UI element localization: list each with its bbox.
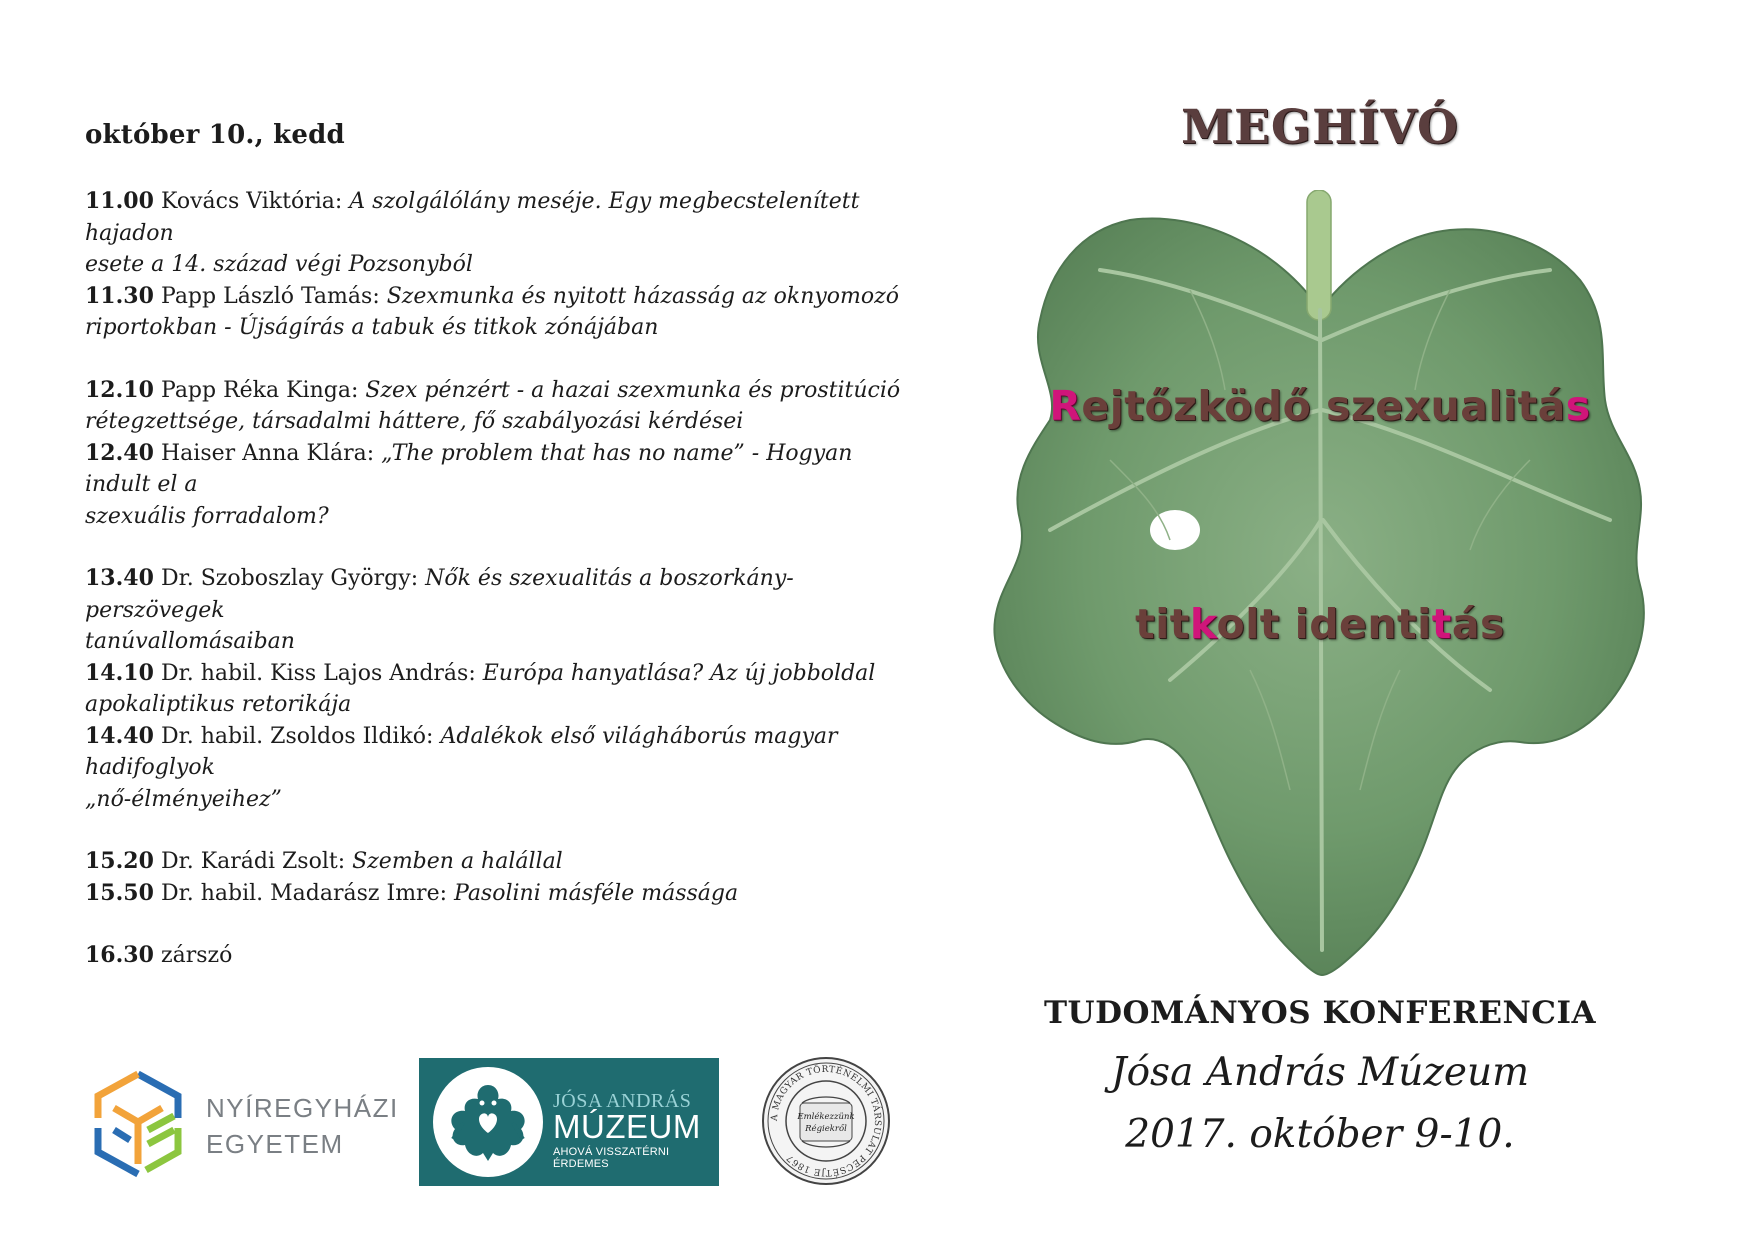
- entry-title-continued: apokaliptikus retorikája: [85, 692, 352, 717]
- invitation-title: MEGHÍVÓ: [1181, 100, 1459, 155]
- entry-time: 15.20: [85, 848, 154, 874]
- entry-title: Pasolini másféle mássága: [454, 880, 739, 906]
- museum-name-line1: JÓSA ANDRÁS: [553, 1090, 692, 1112]
- conference-type: TUDOMÁNYOS KONFERENCIA: [1043, 995, 1597, 1031]
- entry-time: 16.30: [85, 942, 154, 968]
- entry-speaker: Haiser Anna Klára:: [161, 440, 375, 466]
- schedule-block: [85, 563, 905, 815]
- seal-center-line2: Régiekről: [805, 1124, 847, 1134]
- schedule-entry: [85, 721, 905, 784]
- entry-speaker: Dr. habil. Madarász Imre:: [161, 880, 447, 906]
- conference-title-line2: [1000, 600, 1640, 648]
- schedule-entry: [85, 186, 905, 249]
- title-segment: R: [1049, 382, 1082, 430]
- title-segment: ás: [1451, 600, 1505, 648]
- museum-slogan: AHOVÁ VISSZATÉRNI ÉRDEMES: [553, 1146, 670, 1170]
- entry-speaker: Kovács Viktória:: [161, 189, 343, 214]
- entry-speaker: zárszó: [161, 943, 233, 968]
- seal-center-line1: Emlékezzünk: [797, 1112, 855, 1122]
- title-segment: olt identi: [1216, 600, 1432, 648]
- schedule-entry: [85, 878, 905, 910]
- entry-time: 13.40: [85, 565, 154, 591]
- entry-title-continued: tanúvallomásaiban: [85, 629, 295, 654]
- schedule-entry: [85, 940, 905, 972]
- entry-time: 12.40: [85, 439, 154, 466]
- cube-logo-icon: [88, 1068, 188, 1184]
- schedule-entry: [85, 563, 905, 626]
- schedule-entry: [85, 846, 905, 878]
- nyiregyhazi-egyetem-logo: [88, 1068, 399, 1184]
- title-segment: tit: [1135, 600, 1190, 648]
- day-heading: október 10., kedd: [85, 120, 345, 150]
- entry-time: 11.00: [85, 188, 154, 214]
- schedule: [85, 186, 905, 1003]
- entry-speaker: Dr. Szoboszlay György:: [161, 566, 419, 591]
- entry-time: 15.50: [85, 879, 154, 906]
- title-segment: ejtőzködő szexualitá: [1081, 382, 1566, 430]
- entry-speaker: Papp László Tamás:: [161, 283, 380, 309]
- title-segment: k: [1189, 600, 1217, 648]
- nyiregyhazi-line1: NYÍREGYHÁZI: [206, 1093, 399, 1123]
- entry-title: Szemben a halállal: [352, 849, 563, 874]
- entry-title-continued: szexuális forradalom?: [85, 503, 329, 529]
- schedule-entry: [85, 375, 905, 407]
- griffin-emblem-icon: [433, 1067, 543, 1177]
- entry-speaker: Dr. habil. Kiss Lajos András:: [161, 660, 476, 686]
- schedule-block: [85, 940, 905, 972]
- entry-time: 12.10: [85, 376, 154, 403]
- entry-title: Adalékok első világháborús magyar hadifoglyok: [85, 723, 838, 780]
- entry-title: Szexmunka és nyitott házasság az oknyomozó: [386, 283, 899, 309]
- entry-speaker: Dr. Karádi Zsolt:: [161, 849, 346, 874]
- entry-title: Nők és szexualitás a boszorkány-perszövegek: [85, 566, 794, 623]
- entry-title-continued: rétegzettsége, társadalmi háttere, fő szabályozási kérdései: [85, 409, 744, 434]
- title-segment: s: [1565, 382, 1591, 430]
- entry-title: Európa hanyatlása? Az új jobboldal: [482, 660, 876, 686]
- historical-society-seal-icon: [760, 1055, 892, 1187]
- schedule-block: [85, 375, 905, 533]
- entry-title: A szolgálólány meséje. Egy megbecstelenített hajadon: [85, 189, 860, 246]
- entry-title: „The problem that has no name” - Hogyan indult el a: [85, 440, 853, 497]
- schedule-block: [85, 846, 905, 909]
- entry-title-continued: riportokban - Újságírás a tabuk és titkok zónájában: [85, 315, 659, 340]
- entry-title: Szex pénzért - a hazai szexmunka és prostitúció: [365, 377, 901, 403]
- entry-time: 14.40: [85, 722, 154, 749]
- entry-time: 14.10: [85, 659, 154, 686]
- entry-title-continued: esete a 14. század végi Pozsonyból: [85, 252, 473, 277]
- schedule-block: [85, 186, 905, 344]
- conference-dates: 2017. október 9-10.: [1125, 1112, 1515, 1157]
- venue: Jósa András Múzeum: [1110, 1050, 1530, 1095]
- schedule-entry: [85, 438, 905, 501]
- seal-ring-text: A MAGYAR TÖRTÉNELMI TÁRSULAT PECSÉTJE 1867: [769, 1064, 883, 1178]
- entry-title-continued: „nő-élményeihez”: [85, 786, 282, 812]
- schedule-entry: [85, 281, 905, 313]
- entry-speaker: Papp Réka Kinga:: [161, 377, 359, 403]
- nyiregyhazi-line2: EGYETEM: [206, 1129, 344, 1159]
- schedule-entry: [85, 658, 905, 690]
- conference-title-line1: [1000, 382, 1640, 430]
- entry-time: 11.30: [85, 282, 154, 309]
- josa-museum-logo: [419, 1058, 719, 1186]
- museum-name-line2: MÚZEUM: [553, 1108, 701, 1145]
- title-segment: t: [1431, 600, 1452, 648]
- entry-speaker: Dr. habil. Zsoldos Ildikó:: [161, 723, 434, 749]
- fig-leaf-image: [990, 190, 1650, 980]
